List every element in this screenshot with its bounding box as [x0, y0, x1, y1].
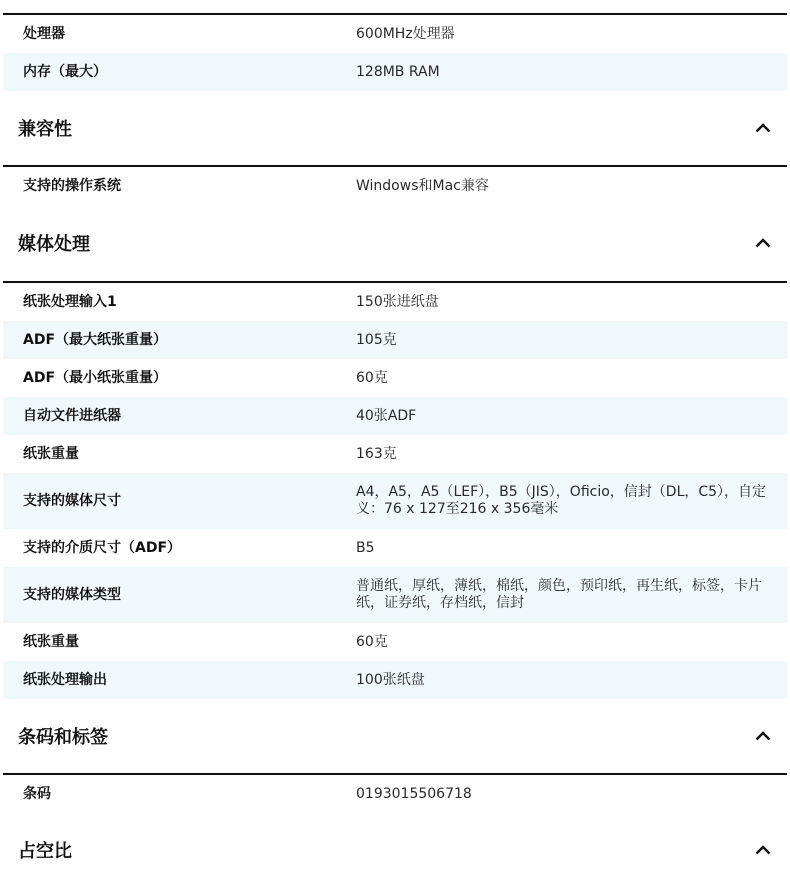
spec-row	[3, 53, 787, 91]
spec-label: 内存（最大）	[23, 63, 107, 80]
spec-label: 纸张处理输出	[23, 671, 107, 688]
chevron-up-icon[interactable]	[743, 726, 783, 746]
spec-row	[3, 567, 787, 623]
spec-label: 处理器	[23, 25, 65, 42]
spec-row	[3, 529, 787, 567]
spec-label: ADF（最大纸张重量）	[23, 331, 168, 348]
spec-row	[3, 775, 787, 813]
spec-value: 100张纸盘	[356, 671, 425, 688]
spec-value: 40张ADF	[356, 407, 417, 424]
spec-value: Windows和Mac兼容	[356, 177, 489, 194]
spec-label: 支持的介质尺寸（ADF）	[23, 539, 182, 556]
spec-value: 0193015506718	[356, 785, 472, 802]
spec-label: 自动文件进纸器	[23, 407, 121, 424]
section-header-compatibility[interactable]	[3, 91, 787, 165]
spec-row	[3, 623, 787, 661]
spec-value: 163克	[356, 445, 397, 462]
spec-row	[3, 397, 787, 435]
spec-label: 纸张重量	[23, 445, 79, 462]
section-title: 条码和标签	[18, 727, 108, 748]
spec-row	[3, 321, 787, 359]
spec-row	[3, 435, 787, 473]
spec-label: 纸张处理输入1	[23, 293, 117, 310]
spec-value: B5	[356, 539, 375, 556]
spec-row	[3, 167, 787, 205]
spec-value: 128MB RAM	[356, 63, 440, 80]
spec-value: A4，A5，A5（LEF），B5（JIS），Oficio，信封（DL，C5），自定义：76 x 127至216 x 356毫米	[356, 484, 767, 517]
spec-value: 60克	[356, 369, 388, 386]
spec-row	[3, 283, 787, 321]
spec-value: 105克	[356, 331, 397, 348]
spec-sheet	[3, 13, 787, 887]
spec-label: 支持的操作系统	[23, 177, 121, 194]
section-title: 媒体处理	[18, 234, 90, 255]
spec-label: 纸张重量	[23, 633, 79, 650]
spec-row	[3, 473, 787, 529]
spec-value: 60克	[356, 633, 388, 650]
spec-value: 600MHz处理器	[356, 25, 455, 42]
spec-value: 普通纸，厚纸，薄纸，棉纸，颜色，预印纸，再生纸，标签，卡片纸，证券纸，存档纸，信封	[356, 578, 762, 611]
spec-label: 支持的媒体尺寸	[23, 492, 121, 509]
spec-row	[3, 661, 787, 699]
spec-label: 条码	[23, 785, 51, 802]
spec-row	[3, 15, 787, 53]
spec-row	[3, 359, 787, 397]
chevron-up-icon[interactable]	[743, 840, 783, 860]
section-title: 兼容性	[18, 119, 72, 140]
section-header-barcode-labels[interactable]	[3, 699, 787, 773]
section-header-media-handling[interactable]	[3, 205, 787, 281]
section-header-duty-cycle[interactable]	[3, 813, 787, 887]
section-title: 占空比	[18, 841, 72, 862]
spec-value: 150张进纸盘	[356, 293, 439, 310]
spec-label: 支持的媒体类型	[23, 586, 121, 603]
chevron-up-icon[interactable]	[743, 233, 783, 253]
chevron-up-icon[interactable]	[743, 118, 783, 138]
spec-label: ADF（最小纸张重量）	[23, 369, 168, 386]
